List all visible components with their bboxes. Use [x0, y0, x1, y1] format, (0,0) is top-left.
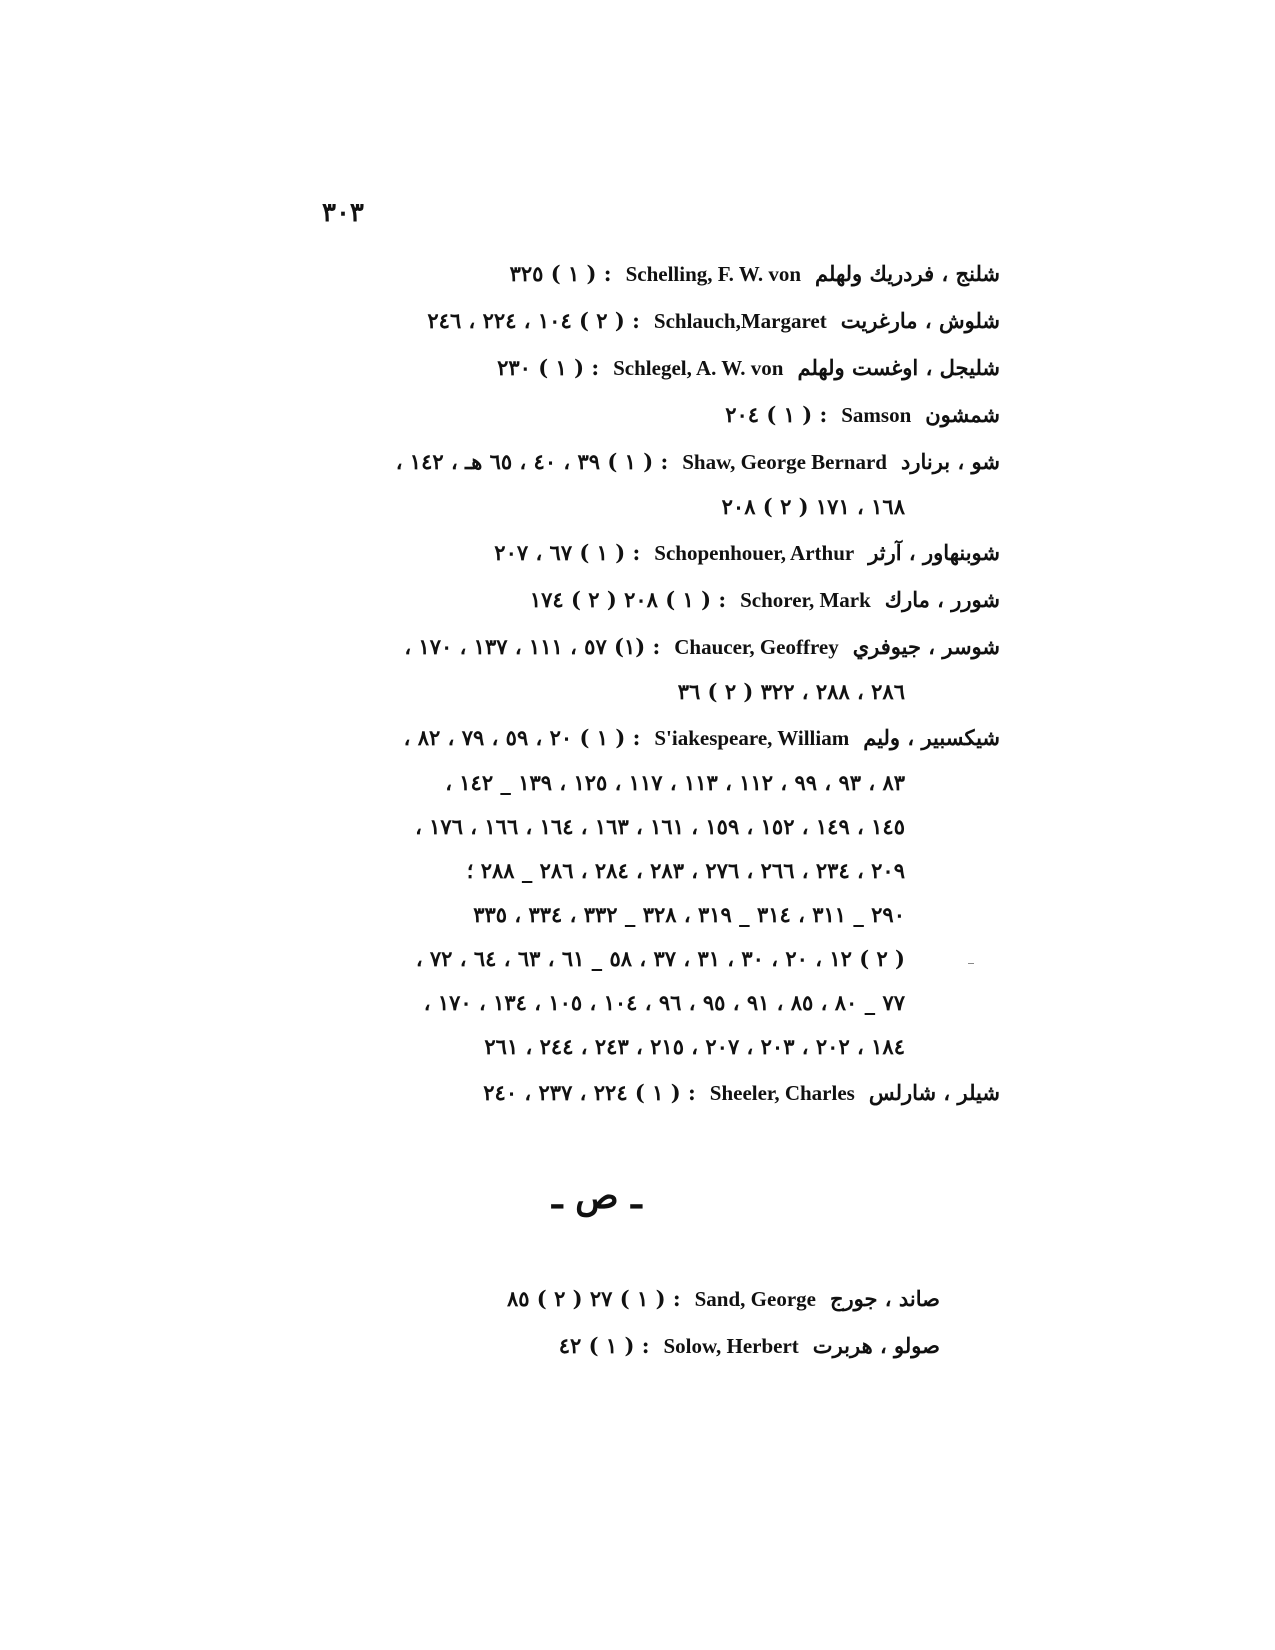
index-entry: [240, 250, 1000, 297]
entry-continuation-line: ٧٧ _ ٨٠ ، ٨٥ ، ٩١ ، ٩٥ ، ٩٦ ، ١٠٤ ، ١٠٥ ، ١٣٤ ، ١٧٠ ،: [423, 990, 905, 1015]
index-entry: [380, 1322, 940, 1369]
entry-latin-name: Sheeler, Charles: [709, 1081, 855, 1105]
entry-arabic-name: صاند ، جورج: [829, 1286, 940, 1311]
entry-continuation-line: ٨٣ ، ٩٣ ، ٩٩ ، ١١٢ ، ١١٣ ، ١١٧ ، ١٢٥ ، ١٣٩ _ ١٤٢ ،: [445, 770, 905, 795]
entry-page-refs: : ( ١ ) ٢٢٤ ، ٢٣٧ ، ٢٤٠: [483, 1080, 696, 1105]
entry-arabic-name: شوسر ، جيوفري: [852, 634, 1000, 659]
entry-arabic-name: شو ، برنارد: [900, 449, 1000, 474]
entry-continuation-line: ٢٩٠ _ ٣١١ ، ٣١٤ _ ٣١٩ ، ٣٢٨ _ ٣٣٢ ، ٣٣٤ ، ٣٣٥: [473, 902, 905, 927]
entry-page-refs: : ( ١ ) ٢٠٤: [725, 402, 828, 427]
entry-continuation-line: ١٤٥ ، ١٤٩ ، ١٥٢ ، ١٥٩ ، ١٦١ ، ١٦٣ ، ١٦٤ ، ١٦٦ ، ١٧٦ ،: [415, 814, 905, 839]
entry-latin-name: Sand, George: [694, 1287, 816, 1311]
entry-latin-name: Schopenhouer, Arthur: [654, 541, 855, 565]
index-entry: [240, 623, 1000, 670]
margin-mark: [968, 963, 974, 964]
entry-latin-name: Schorer, Mark: [740, 588, 871, 612]
entry-arabic-name: شلوش ، مارغريت: [840, 308, 1000, 333]
entry-page-refs: : ( ١ ) ٢٠ ، ٥٩ ، ٧٩ ، ٨٢ ،: [403, 725, 641, 750]
entry-page-refs: : ( ١ ) ٢٧ ( ٢ ) ٨٥: [506, 1286, 681, 1311]
entry-latin-name: Shaw, George Bernard: [682, 450, 887, 474]
entry-arabic-name: شمشون: [925, 402, 1000, 427]
entry-page-refs: : ( ١ ) ٢٣٠: [497, 355, 600, 380]
index-entry: [240, 714, 1000, 761]
index-entry: [240, 576, 1000, 623]
entry-continuation-line: ١٨٤ ، ٢٠٢ ، ٢٠٣ ، ٢٠٧ ، ٢١٥ ، ٢٤٣ ، ٢٤٤ ، ٢٦١: [484, 1034, 905, 1059]
index-entry: [240, 344, 1000, 391]
entry-latin-name: Schlauch,Margaret: [653, 309, 827, 333]
entry-arabic-name: شلنج ، فردريك ولهلم: [815, 261, 1000, 286]
entry-page-refs: : (١) ٥٧ ، ١١١ ، ١٣٧ ، ١٧٠ ،: [404, 634, 661, 659]
entry-page-refs: : ( ١ ) ٣٩ ، ٤٠ ، ٦٥ هـ ، ١٤٢ ،: [395, 449, 669, 474]
index-entry: [240, 391, 1000, 438]
entry-arabic-name: صولو ، هربرت: [812, 1333, 940, 1358]
entry-continuation-line: ١٦٨ ، ١٧١ ( ٢ ) ٢٠٨: [721, 494, 905, 519]
entry-page-refs: : ( ١ ) ٢٠٨ ( ٢ ) ١٧٤: [529, 587, 727, 612]
entry-latin-name: Samson: [841, 403, 912, 427]
index-entry: [240, 438, 1000, 485]
entry-latin-name: Solow, Herbert: [663, 1334, 799, 1358]
entry-latin-name: S'iakespeare, William: [654, 726, 850, 750]
entry-page-refs: : ( ١ ) ٣٢٥: [509, 261, 612, 286]
entry-latin-name: Chaucer, Geoffrey: [674, 635, 839, 659]
page-number: ٣٠٣: [322, 198, 364, 228]
entry-latin-name: Schlegel, A. W. von: [613, 356, 784, 380]
index-entry: [380, 1275, 940, 1322]
entry-page-refs: : ( ١ ) ٤٢: [558, 1333, 650, 1358]
entry-latin-name: Schelling, F. W. von: [625, 262, 802, 286]
section-letter-heading: ـ ص ـ: [552, 1175, 642, 1217]
index-entries: [240, 250, 1000, 1116]
entry-arabic-name: شيلر ، شارلس: [868, 1080, 1000, 1105]
entry-arabic-name: شوبنهاور ، آرثر: [868, 540, 1000, 565]
entry-page-refs: : ( ٢ ) ١٠٤ ، ٢٢٤ ، ٢٤٦: [427, 308, 640, 333]
entry-continuation-line: ٢٠٩ ، ٢٣٤ ، ٢٦٦ ، ٢٧٦ ، ٢٨٣ ، ٢٨٤ ، ٢٨٦ _ ٢٨٨ ؛: [466, 858, 905, 883]
index-entry: [240, 529, 1000, 576]
entry-continuation-line: ٢٨٦ ، ٢٨٨ ، ٣٢٢ ( ٢ ) ٣٦: [677, 679, 905, 704]
entry-arabic-name: شيكسبير ، وليم: [863, 725, 1000, 750]
entry-arabic-name: شورر ، مارك: [884, 587, 1000, 612]
entry-arabic-name: شليجل ، اوغست ولهلم: [797, 355, 1000, 380]
index-entry: [240, 1069, 1000, 1116]
index-entries-section-sad: [380, 1275, 940, 1369]
entry-continuation-line: ( ٢ ) ١٢ ، ٢٠ ، ٣٠ ، ٣١ ، ٣٧ ، ٥٨ _ ٦١ ، ٦٣ ، ٦٤ ، ٧٢ ،: [415, 946, 905, 971]
entry-page-refs: : ( ١ ) ٦٧ ، ٢٠٧: [494, 540, 641, 565]
index-entry: [240, 297, 1000, 344]
